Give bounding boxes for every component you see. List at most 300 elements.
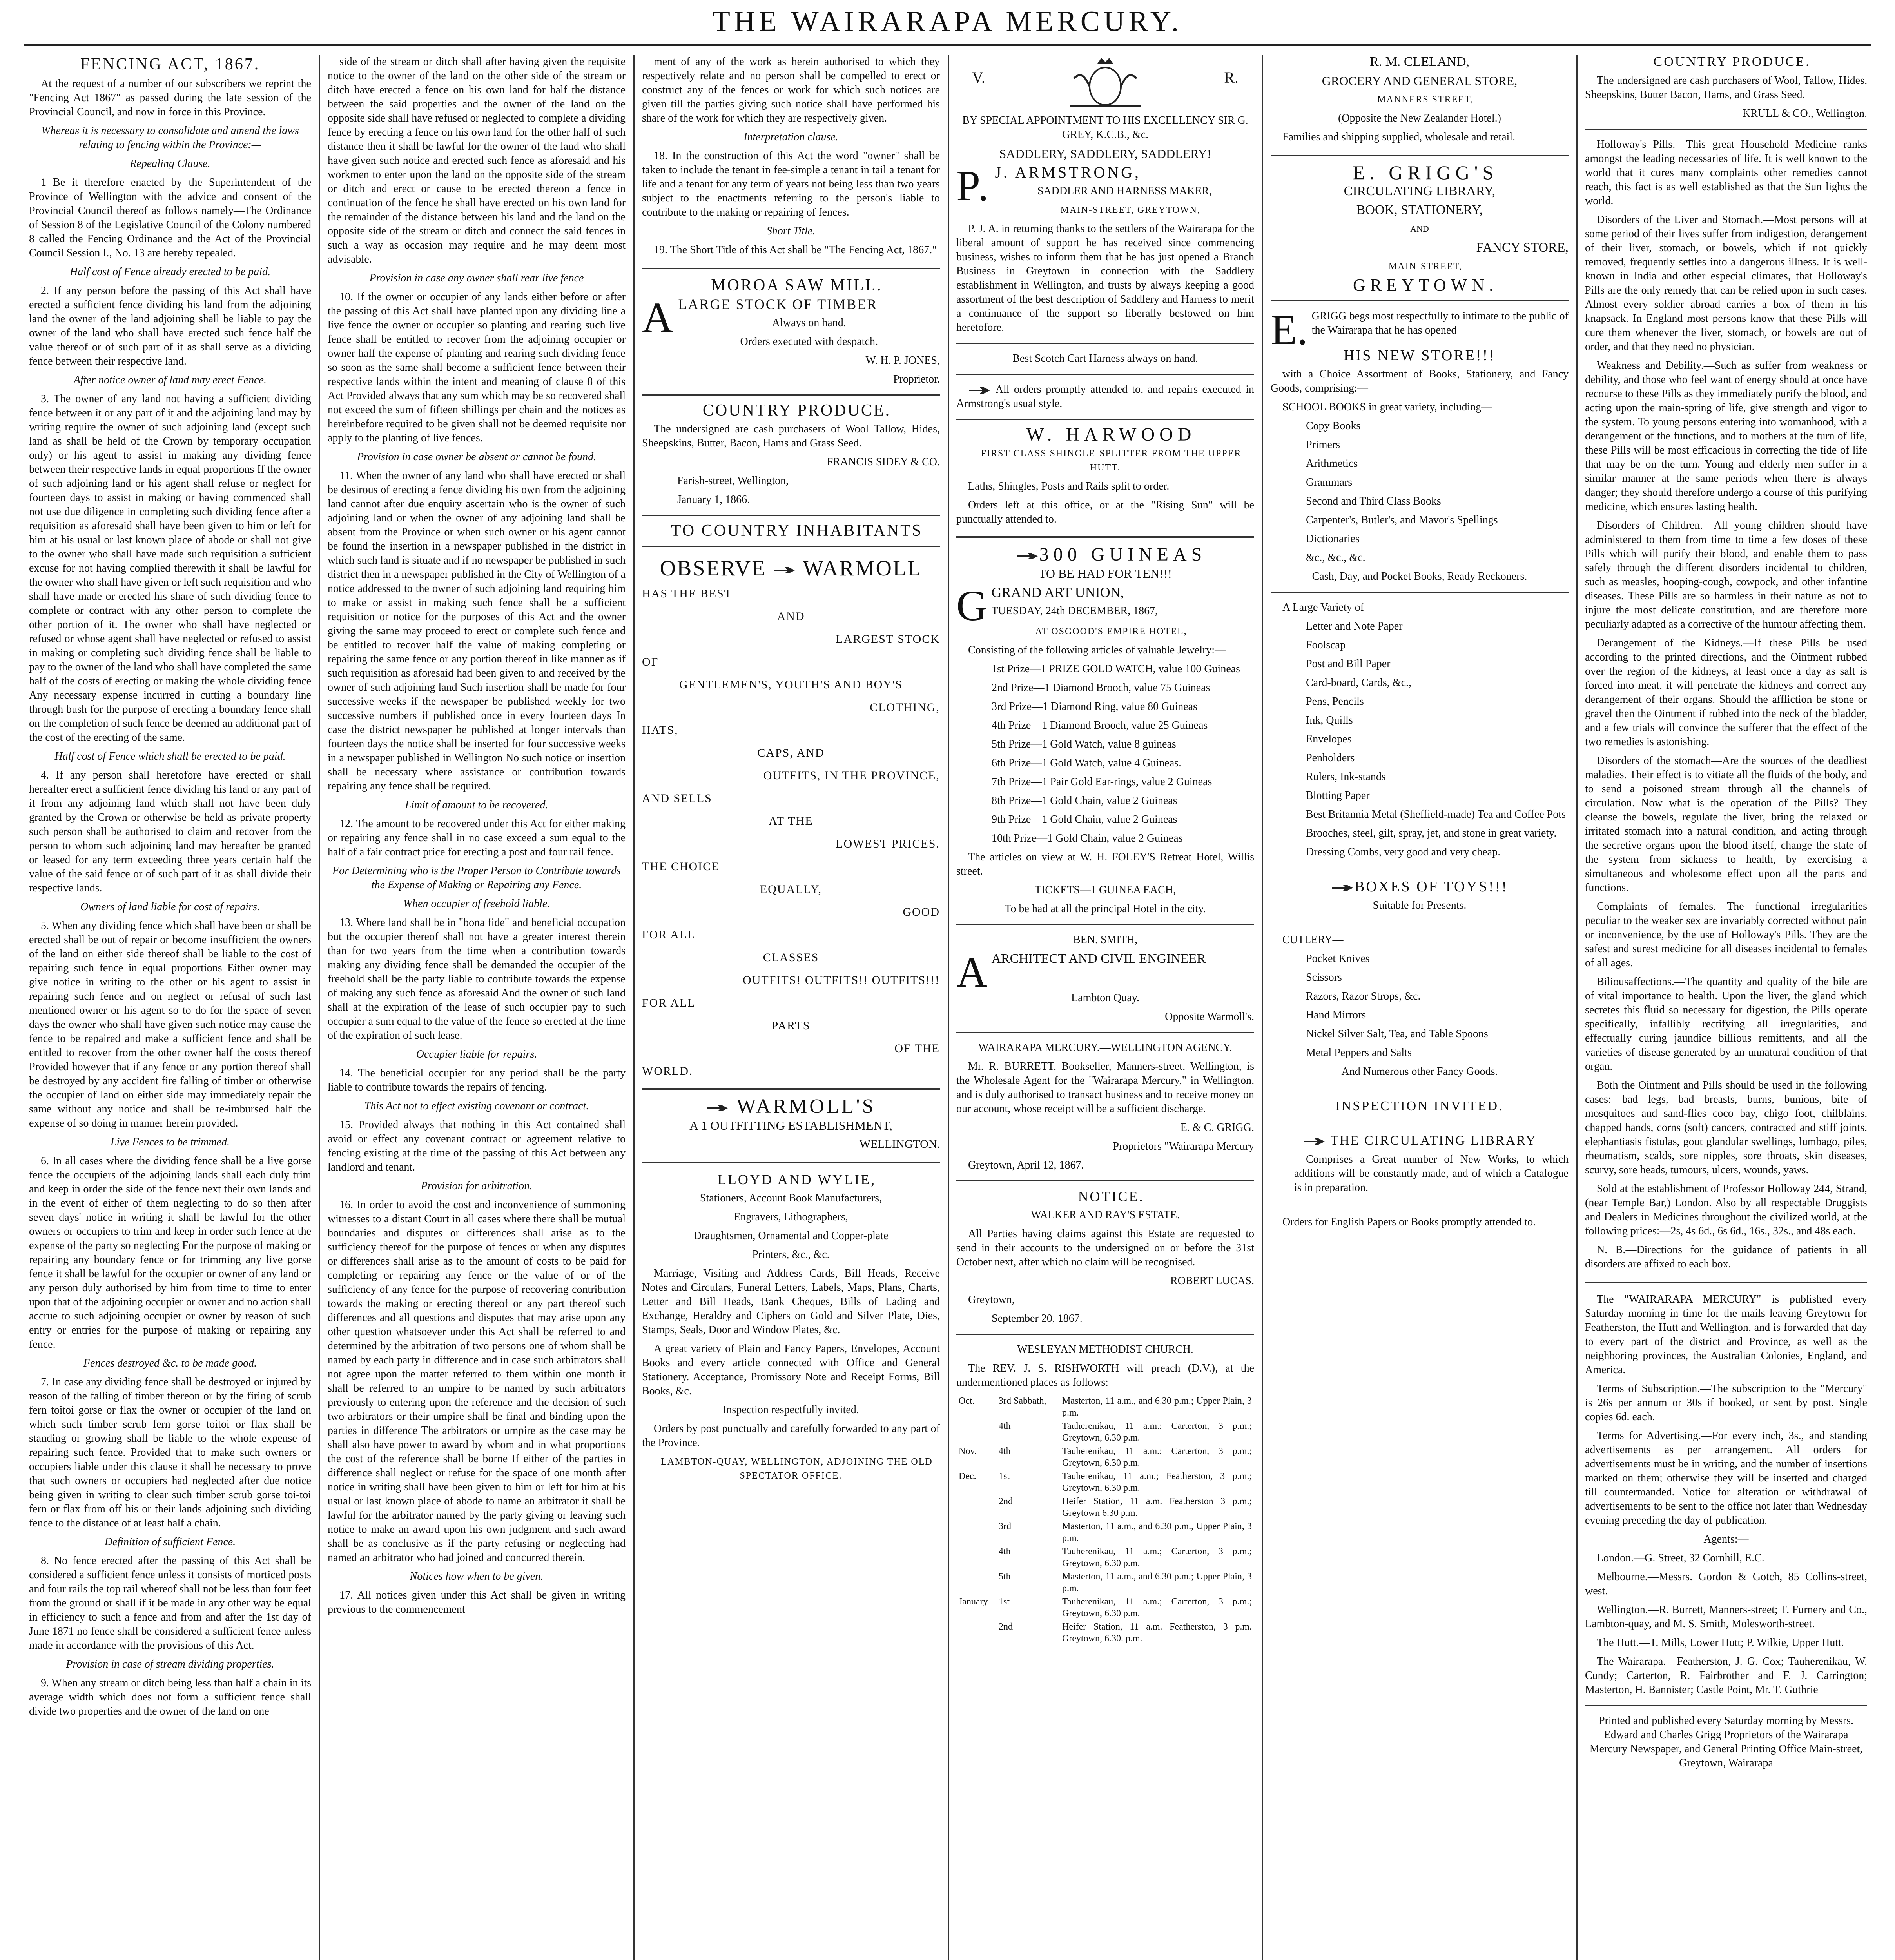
pointing-hand-icon bbox=[773, 566, 796, 575]
holloway-paragraph: Disorders of the stomach—Are the sources of the deadliest maladies. Their effect is to vitiate all the fluids of the body, and to send a poisoned stream through all the channels of circulation. Now what is the operation of the Pills? They cleanse the bowels, regulate the liver, bring the relaxed or irritated stomach into a natural condition, and acting through the secretive organs upon the blood itself, change the state of the system from sickness to health, by exercising a simultaneous and wholesome effect upon all the parts and functions. bbox=[1585, 755, 1867, 894]
act-paragraph: 8. No fence erected after the passing of this Act shall be considered a sufficient fence unless it consists of morticed posts and four rails the top rail whereof shall not be less than four feet from the ground or shall if it be made in any other way be equal in efficiency to such a fence and from and after the 1st day of June 1871 no fence shall be considered a sufficient fence unless made in accordance with the provisions of this Act. bbox=[29, 1555, 311, 1651]
prize-item: 3rd Prize—1 Diamond Ring, value 80 Guineas bbox=[992, 701, 1197, 713]
special-appointment: BY SPECIAL APPOINTMENT TO HIS EXCELLENCY SIR G. GREY, K.C.B., &c. bbox=[962, 114, 1248, 141]
warmoll-line: CLOTHING, bbox=[870, 701, 940, 714]
divider bbox=[956, 1032, 1254, 1033]
column-rule bbox=[948, 55, 949, 1960]
stationery-item: Foolscap bbox=[1306, 639, 1346, 651]
art-union-had: To be had at all the principal Hotel in the city. bbox=[1005, 903, 1206, 915]
circulating-library-body: Comprises a Great number of New Works, to which additions will be constantly made, and of which a Catalogue is in preparation. bbox=[1294, 1153, 1569, 1194]
schedule-row bbox=[956, 1545, 1254, 1570]
act-paragraph: 10. If the owner or occupier of any lands either before or after the passing of this Act shall have planted upon any dividing line a live fence the owner or occupier so planting and rearing such live fence shall be entitled to recover from the adjoining occupier or owner half the expense of planting and rearing such dividing fence so soon as the same shall become a sufficient fence between their respective lands within the intent and meaning of clause 8 of this Act Provided always that any sum which may be so recovered shall not exceed the sum of fifteen shillings per chain and the notices as hereinbefore required to be given shall not be deemed requisite nor apply to the planting of live fences. bbox=[328, 291, 626, 444]
smith-heading: BEN. SMITH, bbox=[1073, 934, 1138, 946]
prize-item: 10th Prize—1 Gold Chain, value 2 Guineas bbox=[992, 832, 1183, 844]
holloway-paragraph: Biliousaffections.—The quantity and quality of the bile are of vital importance to health. Upon the liver, the gland which secretes this fluid so necessary for digestion, the Pills operate specifically, infallibly rectifying all irregularities, and effectually curing jaundice billious remittents, and all the varieties of disease generated by an unnatural condition of that organ. bbox=[1585, 976, 1867, 1073]
stationery-item: Post and Bill Paper bbox=[1306, 658, 1391, 670]
warmoll-line: OF bbox=[642, 655, 659, 668]
act-paragraph: 6. In all cases where the dividing fence shall be a live gorse fence the occupiers of the adjoining lands shall each duly trim and keep in order the side of the fence next their own lands and in the event of either of them neglecting to do so then after seven days' notice in writing it shall be lawful for the other owners or occupiers to trim and keep in order such fence at the expense of the party so neglecting For the purpose of making or repairing any boundary fence or for trimming any live gorse fence it shall be lawful for the occupier or owner of any land or any person duly authorised by him from time to time to enter upon that of the adjoining occupier or owner and no action shall accrue to such adjoining occupier or owner by reason of such entry or entries for the purpose of making or repairing any fence. bbox=[29, 1155, 311, 1350]
act-paragraph: When occupier of freehold liable. bbox=[403, 898, 550, 910]
act-paragraph: 4. If any person shall heretofore have erected or shall hereafter erect a sufficient fence dividing his land or any part of it from any adjoining land which shall not have been duly granted by the Crown or otherwise be held as private property such person shall be authorised to claim and recover from the person to whom such adjoining land may hereafter be granted or leased for any term exceeding three years certain half the value of the said fence or of such part of it as shall divide their respective lands. bbox=[29, 769, 311, 894]
act-paragraph: 17. All notices given under this Act shall be given in writing previous to the commencement bbox=[328, 1589, 626, 1615]
warmoll-line: PARTS bbox=[771, 1019, 811, 1032]
act-paragraph: 11. When the owner of any land who shall have erected or shall be desirous of erecting a fence dividing his own from the adjoining land cannot after due enquiry ascertain who is the owner of such adjoining land or when the owner of any adjoining land shall be absent from the Province or when such owner or his agent cannot be found the insertion in a newspaper published in the district in which such land is situate and if no newspaper be published in such district then in a newspaper published in the City of Wellington of a notice addressed to the owner of such adjoining land requiring him to make or assist in making such fence shall be a sufficient requisition or notice for the purposes of this Act and the owner giving the same may proceed to erect or complete such fence and be entitled to recover half the value of making completing or repairing the same fence or any portion thereof in like manner as if such requisition as aforesaid had been given to and received by the owner of such adjoining land Such insertion shall be made for four successive weeks if the newspaper be published weekly for two successive numbers if published once in every fourteen days In case the district newspaper be published at longer intervals than fourteen days the notice shall be inserted for four successive weeks in a newspaper published in Wellington No such notice or insertion shall be necessary where assistance or contribution towards repairing any fence shall be required. bbox=[328, 470, 626, 792]
warmoll-line: GENTLEMEN'S, YOUTH'S AND BOY'S bbox=[679, 678, 903, 691]
schedule-row bbox=[956, 1520, 1254, 1545]
fencing-act-heading: FENCING ACT, 1867. bbox=[80, 55, 260, 73]
schedule-sabbath: 4th bbox=[999, 1421, 1011, 1431]
grigg-town: GREYTOWN. bbox=[1353, 276, 1498, 295]
wesleyan-heading: WESLEYAN METHODIST CHURCH. bbox=[1017, 1343, 1193, 1356]
masthead: THE WAIRARAPA MERCURY. bbox=[712, 5, 1183, 38]
schedule-month: Nov. bbox=[959, 1446, 977, 1456]
agent-item: The Wairarapa.—Featherston, J. G. Cox; Tauherenikau, W. Cundy; Carterton, R. Fairbrother and F. J. Carrington; Masterton, H. Bannister; Castle Point, Mr. T. Guthrie bbox=[1585, 1655, 1867, 1696]
lloyd-wylie-line: Draughtsmen, Ornamental and Copper-plate bbox=[693, 1230, 889, 1242]
grigg-line: CIRCULATING LIBRARY, bbox=[1344, 184, 1496, 198]
grigg-heading: E. GRIGG'S bbox=[1353, 162, 1498, 183]
country-produce-signature: FRANCIS SIDEY & CO. bbox=[827, 456, 940, 468]
prize-item: 5th Prize—1 Gold Watch, value 8 guineas bbox=[992, 738, 1176, 750]
act-paragraph: Half cost of Fence already erected to be paid. bbox=[70, 266, 270, 278]
prize-list bbox=[956, 662, 1254, 846]
toys-heading: BOXES OF TOYS!!! bbox=[1271, 880, 1569, 894]
pointing-hand-icon bbox=[706, 1103, 729, 1113]
schedule-sabbath: 3rd Sabbath, bbox=[999, 1396, 1046, 1406]
masthead-rule bbox=[24, 44, 1871, 46]
warmoll-location: WELLINGTON. bbox=[859, 1138, 940, 1151]
book-item: Dictionaries bbox=[1306, 533, 1360, 545]
cutlery-item: Nickel Silver Salt, Tea, and Table Spoons bbox=[1306, 1028, 1488, 1040]
divider bbox=[642, 267, 940, 269]
lloyd-wylie-body: A great variety of Plain and Fancy Papers, Envelopes, Account Books and every article connected with Office and General Stationery. Acceptance, Promissory Note and Receipt Forms, Bill Books, &c. bbox=[642, 1343, 940, 1397]
grigg-assortment: with a Choice Assortment of Books, Stationery, and Fancy Goods, comprising:— bbox=[1271, 368, 1569, 394]
warmoll-line: LOWEST PRICES. bbox=[836, 837, 940, 850]
column-ads-6 bbox=[1585, 55, 1867, 1960]
imprint: Printed and published every Saturday morning by Messrs. Edward and Charles Grigg Proprietors of the Wairarapa Mercury Newspaper, and General Printing Office Main-street, Greytown, Wairarapa bbox=[1589, 1715, 1863, 1769]
warmoll-line: LARGEST STOCK bbox=[836, 633, 940, 646]
art-union-date: TUESDAY, 24th DECEMBER, 1867, bbox=[991, 605, 1158, 617]
schedule-places: Tauherenikau, 11 a.m.; Featherston, 3 p.m.; Greytown, 6.30 p.m. bbox=[1062, 1471, 1252, 1493]
book-item: Primers bbox=[1306, 439, 1340, 451]
stationery-item: Rulers, Ink-stands bbox=[1306, 771, 1386, 783]
cutlery-item: Hand Mirrors bbox=[1306, 1009, 1366, 1021]
prize-item: 1st Prize—1 PRIZE GOLD WATCH, value 100 Guineas bbox=[992, 663, 1240, 675]
saddlery-heading: SADDLERY, SADDLERY, SADDLERY! bbox=[999, 147, 1211, 161]
mercury-terms-paragraph: Terms of Subscription.—The subscription to the "Mercury" is 26s per annum or 30s if booked, or sent by post. Single copies 6d. each. bbox=[1585, 1383, 1867, 1423]
cutlery-item: Razors, Razor Strops, &c. bbox=[1306, 990, 1421, 1002]
outfitting-establishment: A 1 OUTFITTING ESTABLISHMENT, bbox=[689, 1118, 892, 1132]
act-paragraph: 1 Be it therefore enacted by the Superintendent of the Province of Wellington with the advice and consent of the Provincial Council thereof as follows namely—The Ordinance of Session 8 of the Legislative Council of the Colony numbered 8 called the Fencing Ordinance and the Act of the Provincial Council Session I., No. 13 are hereby repealed. bbox=[29, 176, 311, 259]
act-paragraph: At the request of a number of our subscribers we reprint the "Fencing Act 1867" as passed during the late session of the Provincial Council, and now in force in this Province. bbox=[29, 78, 311, 118]
moroa-line: Orders executed with despatch. bbox=[740, 336, 878, 348]
agent-item: London.—G. Street, 32 Cornhill, E.C. bbox=[1597, 1552, 1764, 1564]
warmoll-advert bbox=[642, 587, 940, 1078]
notice-subheading: WALKER AND RAY'S ESTATE. bbox=[1031, 1209, 1180, 1221]
holloways-pills-advert bbox=[1585, 138, 1867, 1271]
holloway-paragraph: Holloway's Pills.—This great Household Medicine ranks amongst the leading necessaries of life. It is well known to the world that it cures many complaints other remedies cannot reach, this fact is as well established as that the Sun lights the world. bbox=[1585, 138, 1867, 207]
country-produce-date: January 1, 1866. bbox=[677, 494, 750, 506]
warmoll-line: GOOD bbox=[903, 906, 940, 918]
agent-item: Melbourne.—Messrs. Gordon & Gotch, 85 Collins-street, west. bbox=[1585, 1571, 1867, 1597]
schedule-sabbath: 1st bbox=[999, 1597, 1010, 1607]
column-fencing-act-2 bbox=[328, 55, 626, 1960]
agency-date: Greytown, April 12, 1867. bbox=[968, 1159, 1084, 1171]
act-paragraph: 9. When any stream or ditch being less than half a chain in its average width which does not form a sufficient fence shall divide two properties and the owner of the land on one bbox=[29, 1677, 311, 1717]
holloway-paragraph: Derangement of the Kidneys.—If these Pills be used according to the printed directions, and the Ointment rubbed over the region of the kidneys, at least once a day as salt is forced into meat, it will penetrate the kidneys and correct any derangement of their organs. Should the affliction be stone or gravel then the Ointment if rubbed into the neck of the bladder, and a few trials will convince the sufferer that the effect of the two remedies is astonishing. bbox=[1585, 637, 1867, 748]
divider bbox=[956, 536, 1254, 538]
schedule-places: Heifer Station, 11 a.m. Featherston 3 p.m.; Greytown 6.30 p.m. bbox=[1062, 1496, 1252, 1518]
act-paragraph: 12. The amount to be recovered under this Act for either making or repairing any fence shall in no case exceed a sum equal to the half of a fair contract price for erecting a post and four rail fence. bbox=[328, 818, 626, 858]
smith-opposite: Opposite Warmoll's. bbox=[1165, 1011, 1254, 1023]
schedule-month bbox=[956, 1520, 996, 1545]
agent-item: The Hutt.—T. Mills, Lower Hutt; P. Wilkie, Upper Hutt. bbox=[1597, 1637, 1844, 1649]
cleland-address: MANNERS STREET, bbox=[1377, 94, 1474, 105]
column-ads-5 bbox=[1271, 55, 1569, 1960]
act-paragraph: This Act not to effect existing covenant or contract. bbox=[364, 1100, 589, 1112]
holloway-paragraph: Disorders of the Liver and Stomach.—Most persons will at some period of their lives suffer from indigestion, derangement of their liver, stomach, or bowels, which if not quickly removed, frequently settles into a dangerous illness. It is well-known in India and other especial climates, that Holloway's Pills are the only remedy that can be relied upon in such cases. Almost every soldier abroad carries a box of them in his knapsack. In England most persons know that these Pills will cure them whenever the liver, stomach, or bowels are out of order, and that they need no physician. bbox=[1585, 214, 1867, 353]
warmolls-heading: WARMOLL'S bbox=[642, 1100, 940, 1114]
schedule-month bbox=[956, 1545, 996, 1570]
observe-warmoll: OBSERVE WARMOLL bbox=[660, 556, 922, 581]
divider bbox=[642, 546, 940, 547]
divider bbox=[642, 515, 940, 516]
warmoll-line: HATS, bbox=[642, 724, 678, 737]
act-paragraph: Owners of land liable for cost of repairs. bbox=[80, 901, 260, 913]
act-paragraph: Half cost of Fence which shall be erected to be paid. bbox=[54, 750, 286, 762]
grigg-line: AND bbox=[1410, 224, 1429, 234]
moroa-line: Always on hand. bbox=[772, 317, 846, 329]
divider bbox=[956, 1334, 1254, 1335]
stationery-item: Blotting Paper bbox=[1306, 789, 1370, 802]
column-ads-3 bbox=[642, 55, 940, 1960]
mercury-terms bbox=[1585, 1292, 1867, 1528]
agents-list bbox=[1585, 1551, 1867, 1697]
act-paragraph: 18. In the construction of this Act the word "owner" shall be taken to include the tenant in fee-simple a tenant in tail a tenant for life and a tenant for any term of years not being less than two years subject to the enactments referring to the person's liable to contribute to the making or repairing of fences. bbox=[642, 150, 940, 218]
divider bbox=[642, 1088, 940, 1090]
country-produce-address: Farish-street, Wellington, bbox=[677, 475, 789, 487]
agency-body: Mr. R. BURRETT, Bookseller, Manners-street, Wellington, is the Wholesale Agent for the "Wairarapa Mercury," in Wellington, and is duly authorised to transact business and to receive money on our account, whose receipt will be a sufficient discharge. bbox=[956, 1060, 1254, 1115]
notice-heading: NOTICE. bbox=[1078, 1189, 1144, 1204]
book-item: Carpenter's, Butler's, and Mavor's Spellings bbox=[1306, 514, 1498, 526]
prize-item: 9th Prize—1 Gold Chain, value 2 Guineas bbox=[992, 813, 1177, 826]
warmoll-line: OF THE bbox=[894, 1042, 940, 1055]
grigg-new-store: HIS NEW STORE!!! bbox=[1344, 347, 1496, 364]
art-union-heading: GGRAND ART UNION, bbox=[956, 582, 1124, 630]
circulating-library-heading: THE CIRCULATING LIBRARY bbox=[1271, 1134, 1569, 1148]
notice-body: All Parties having claims against this Estate are requested to send in their accounts to the undersigned on or before the 31st October next, after which no claim will be recognised. bbox=[956, 1228, 1254, 1268]
notice-signature: ROBERT LUCAS. bbox=[1170, 1275, 1254, 1287]
schedule-row bbox=[956, 1620, 1254, 1645]
inspection-invited: INSPECTION INVITED. bbox=[1335, 1099, 1504, 1113]
act-paragraph: Provision in case of stream dividing properties. bbox=[66, 1658, 274, 1670]
act-paragraph: 7. In case any dividing fence shall be destroyed or injured by reason of the falling of timber thereon or by the firing of scrub fern toitoi gorse or flax the owner or occupier of the land on which such timber scrub fern gorse toitoi or flax shall be standing or growing shall be liable to the whole expense of repairing such fence. Provided that to make such owners or occupiers liable under this clause it shall be necessary to prove that such owners or occupiers had neglected after due notice being given in writing to clear such timber scrub gorse toi-toi fern or flax from off his or their lands adjoining such dividing fence to the distance of at least half a chain. bbox=[29, 1376, 311, 1529]
warmoll-line: HAS THE BEST bbox=[642, 587, 733, 600]
divider bbox=[1271, 592, 1569, 593]
armstrong-address: MAIN-STREET, GREYTOWN, bbox=[1060, 205, 1200, 215]
holloway-paragraph: N. B.—Directions for the guidance of patients in all disorders are affixed to each box. bbox=[1585, 1244, 1867, 1270]
english-papers-orders: Orders for English Papers or Books promptly attended to. bbox=[1282, 1216, 1536, 1228]
stationery-item: Best Britannia Metal (Sheffield-made) Tea and Coffee Pots bbox=[1306, 808, 1566, 820]
mercury-terms-paragraph: The "WAIRARAPA MERCURY" is published every Saturday morning in time for the mails leaving Greytown for Featherston, the Hutt and Wellington, and is forwarded that day to every part of the district and Province, as well as the neighboring provinces, the Australian Colonies, England, and America. bbox=[1585, 1293, 1867, 1376]
country-produce-heading: COUNTRY PRODUCE. bbox=[702, 401, 891, 419]
stationery-item: Brooches, steel, gilt, spray, jet, and stone in great variety. bbox=[1306, 827, 1557, 839]
schedule-places: Tauherenikau, 11 a.m.; Carterton, 3 p.m.; Greytown, 6.30 p.m. bbox=[1062, 1421, 1252, 1443]
stationery-list bbox=[1271, 619, 1569, 859]
warmoll-line: FOR ALL bbox=[642, 996, 696, 1009]
lloyd-wylie-line: Stationers, Account Book Manufacturers, bbox=[700, 1192, 882, 1204]
lloyd-wylie-line: Printers, &c., &c. bbox=[752, 1249, 830, 1261]
fencing-act-text-end bbox=[642, 55, 940, 257]
act-paragraph: Short Title. bbox=[766, 225, 816, 237]
schedule-places: Tauherenikau, 11 a.m.; Carterton, 3 p.m.; Greytown, 6.30 p.m. bbox=[1062, 1546, 1252, 1568]
act-paragraph: 2. If any person before the passing of this Act shall have erected a sufficient fence dividing his land from the adjoining land the owner of the land adjoining shall be liable to pay the owner of the land who shall have erected such fence half the value thereof or of such part of it as shall serve as a dividing fence between their respective land. bbox=[29, 285, 311, 367]
cutlery-item: Scissors bbox=[1306, 971, 1342, 984]
column-fencing-act-1 bbox=[29, 55, 311, 1960]
pointing-hand-icon bbox=[968, 386, 992, 395]
divider bbox=[642, 1161, 940, 1163]
book-item: Arithmetics bbox=[1306, 457, 1358, 470]
column-rule bbox=[1576, 55, 1578, 1960]
schedule-places: Masterton, 11 a.m., and 6.30 p.m., Upper Plain, 3 p.m. bbox=[1062, 1521, 1252, 1543]
mercury-terms-paragraph: Terms for Advertising.—For every inch, 3s., and standing advertisements as per arrangement. All orders for advertisements must be in writing, and the number of insertions marked on them; otherwise they will be inserted and charged till countermanded. Notice for alteration or withdrawal of advertisements to be sent to the office not later than Wednesday evening preceding the day of publication. bbox=[1585, 1430, 1867, 1526]
grigg-school-books: SCHOOL BOOKS in great variety, including— bbox=[1282, 401, 1492, 413]
cutlery-heading: CUTLERY— bbox=[1282, 934, 1344, 946]
schedule-sabbath: 5th bbox=[999, 1572, 1011, 1582]
schedule-sabbath: 4th bbox=[999, 1446, 1011, 1456]
column-rule bbox=[1262, 55, 1263, 1960]
harwood-heading: W. HARWOOD bbox=[1026, 424, 1196, 445]
book-item: Grammars bbox=[1306, 476, 1353, 488]
grigg-cash-books: Cash, Day, and Pocket Books, Ready Reckoners. bbox=[1312, 570, 1527, 583]
schedule-row bbox=[956, 1470, 1254, 1495]
warmoll-line: EQUALLY, bbox=[760, 883, 822, 896]
stationery-item: Ink, Quills bbox=[1306, 714, 1353, 726]
column-ads-4 bbox=[956, 55, 1254, 1960]
grigg-intro: E. GRIGG begs most respectfully to intimate to the public of the Wairarapa that he has opened bbox=[1271, 306, 1569, 354]
guineas-subheading: TO BE HAD FOR TEN!!! bbox=[1038, 566, 1172, 581]
stationery-item: Envelopes bbox=[1306, 733, 1352, 745]
warmoll-line: FOR ALL bbox=[642, 928, 696, 941]
schedule-month: January bbox=[959, 1597, 988, 1607]
harwood-trade: FIRST-CLASS SHINGLE-SPLITTER FROM THE UPPER HUTT. bbox=[981, 448, 1242, 473]
act-paragraph: Interpretation clause. bbox=[743, 131, 838, 143]
schedule-month: Dec. bbox=[959, 1471, 976, 1481]
schedule-month bbox=[956, 1570, 996, 1595]
royal-cipher-r: R. bbox=[1224, 69, 1239, 86]
cleland-heading: R. M. CLELAND, bbox=[1369, 55, 1470, 69]
act-paragraph: ment of any of the work as herein authorised to which they respectively relate and no person shall be compelled to erect or construct any of the fences or work for which such notices are given till the parties giving such notice shall have performed his share of the work for which they are respectively given. bbox=[642, 56, 940, 124]
armstrong-trade: SADDLER AND HARNESS MAKER, bbox=[1037, 185, 1212, 197]
divider bbox=[956, 343, 1254, 344]
divider bbox=[1271, 300, 1569, 301]
act-paragraph: Definition of sufficient Fence. bbox=[104, 1536, 236, 1548]
lloyd-wylie-orders: Orders by post punctually and carefully forwarded to any part of the Province. bbox=[642, 1423, 940, 1449]
act-paragraph: Repealing Clause. bbox=[130, 158, 210, 170]
armstrong-scotch: Best Scotch Cart Harness always on hand. bbox=[1012, 352, 1198, 365]
country-produce-signature-2: KRULL & CO., Wellington. bbox=[1742, 107, 1867, 120]
schedule-sabbath: 2nd bbox=[999, 1496, 1013, 1506]
royal-cipher-v: V. bbox=[972, 69, 985, 86]
book-item: &c., &c., &c. bbox=[1306, 552, 1365, 564]
smith-address: Lambton Quay. bbox=[1071, 992, 1139, 1004]
cleland-opposite: (Opposite the New Zealander Hotel.) bbox=[1338, 112, 1501, 124]
moroa-body: ALARGE STOCK OF TIMBER bbox=[642, 294, 878, 341]
fencing-act-text bbox=[29, 77, 311, 1719]
divider bbox=[1585, 129, 1867, 130]
stationery-item: Card-board, Cards, &c., bbox=[1306, 677, 1412, 689]
act-paragraph: Provision in case any owner shall rear live fence bbox=[369, 272, 584, 284]
preaching-schedule bbox=[956, 1394, 1254, 1645]
schedule-sabbath: 2nd bbox=[999, 1622, 1013, 1632]
agents-heading: Agents:— bbox=[1703, 1533, 1749, 1545]
moroa-signature: W. H. P. JONES, bbox=[865, 354, 940, 367]
cutlery-item: Metal Peppers and Salts bbox=[1306, 1047, 1412, 1059]
act-paragraph: 19. The Short Title of this Act shall be "The Fencing Act, 1867." bbox=[654, 244, 937, 256]
harwood-line: Laths, Shingles, Posts and Rails split to order. bbox=[968, 480, 1170, 492]
stationery-item: Letter and Note Paper bbox=[1306, 620, 1403, 632]
act-paragraph: 14. The beneficial occupier for any period shall be the party liable to contribute towards the repairs of fencing. bbox=[328, 1067, 626, 1093]
act-paragraph: 3. The owner of any land not having a sufficient dividing fence between it or any part of it and the adjoining land may by writing require the owner of such adjoining land (except such land as shall be held of the Crown by temporary occupation only) or his agent to assist in making any dividing fence between their respective lands in equal proportions If the owner of such adjoining land or his agent shall refuse or neglect for fourteen days to assist in making or having commenced shall not use due diligence in completing such dividing fence after a requisition as aforesaid shall have been given to him or left for him at his usual or last known place of abode or shall not give to the owner who shall have made such requisition a sufficient excuse for not having complied therewith it shall be lawful for the owner who shall have given or left such requisition and who shall have made or erected his share of such dividing fence to complete or contract with any other person to complete the other portion of it. The owner who shall have neglected or refused or whose agent shall have neglected or refused to assist in making or completing such dividing fence shall be liable to pay to the owner of the land who shall have completed the same half of the costs of erecting or making the whole dividing fence Any necessary expense incurred in cutting a boundary line through bush for the purpose of erecting a boundary fence shall on the completion of such fence be deemed an additional part of the cost of the erecting of the same. bbox=[29, 393, 311, 744]
schedule-month bbox=[956, 1620, 996, 1645]
lloyd-wylie-address: LAMBTON-QUAY, WELLINGTON, ADJOINING THE OLD SPECTATOR OFFICE. bbox=[661, 1457, 933, 1481]
warmoll-line: WORLD. bbox=[642, 1065, 693, 1078]
book-item: Copy Books bbox=[1306, 420, 1361, 432]
armstrong-heading: P. J. ARMSTRONG, bbox=[956, 162, 1141, 210]
cleland-store: GROCERY AND GENERAL STORE, bbox=[1322, 74, 1518, 88]
act-paragraph: For Determining who is the Proper Person to Contribute towards the Expense of Making or Repairing any Fence. bbox=[332, 865, 621, 891]
divider bbox=[956, 924, 1254, 925]
schedule-sabbath: 4th bbox=[999, 1546, 1011, 1557]
schedule-month bbox=[956, 1419, 996, 1445]
act-paragraph: After notice owner of land may erect Fence. bbox=[74, 374, 267, 386]
stationery-item: Dressing Combs, very good and very cheap. bbox=[1306, 846, 1501, 858]
grigg-variety: A Large Variety of— bbox=[1282, 601, 1375, 613]
divider bbox=[956, 419, 1254, 420]
art-union-consisting: Consisting of the following articles of valuable Jewelry:— bbox=[968, 644, 1226, 656]
divider bbox=[956, 374, 1254, 375]
schedule-places: Heifer Station, 11 a.m. Featherston, 3 p.m. Greytown, 6.30. p.m. bbox=[1062, 1622, 1252, 1644]
prize-item: 8th Prize—1 Gold Chain, value 2 Guineas bbox=[992, 795, 1177, 807]
schedule-row bbox=[956, 1419, 1254, 1445]
schedule-row bbox=[956, 1445, 1254, 1470]
guineas-heading: 300 GUINEAS bbox=[956, 548, 1254, 562]
toys-presents: Suitable for Presents. bbox=[1373, 899, 1467, 911]
armstrong-orders: All orders promptly attended to, and repairs executed in Armstrong's usual style. bbox=[956, 383, 1254, 410]
notice-date: September 20, 1867. bbox=[992, 1312, 1083, 1325]
country-produce-heading-2: COUNTRY PRODUCE. bbox=[1653, 55, 1811, 69]
grigg-line: FANCY STORE, bbox=[1476, 240, 1569, 255]
country-produce-body: The undersigned are cash purchasers of Wool Tallow, Hides, Sheepskins, Butter, Bacon, Hams and Grass Seed. bbox=[642, 423, 940, 449]
moroa-heading: MOROA SAW MILL. bbox=[711, 276, 883, 294]
fancy-goods: And Numerous other Fancy Goods. bbox=[1341, 1065, 1498, 1078]
warmoll-line: CLASSES bbox=[763, 951, 819, 964]
schedule-places: Tauherenikau, 11 a.m.; Carterton, 3 p.m.; Greytown, 6.30 p.m. bbox=[1062, 1597, 1252, 1619]
warmoll-line: AND bbox=[777, 610, 805, 623]
column-rule bbox=[319, 55, 320, 1960]
act-paragraph: 5. When any dividing fence which shall have been or shall be erected shall be out of repair or become insufficient the owners of the land on either side thereof shall be liable to the cost of repairing such fence in equal proportions Either owner may give notice in writing to the other or his agent to assist in repairing such fence and on neglect or refusal of such last mentioned owner or his agent so to do for the space of seven days the owner who shall have given such notice may cause the fence to be repaired and make a sufficient fence and shall be entitled to recover from the other owner half the costs thereof Provided however that if any fence or any portion thereof shall be destroyed by any accident fire falling of timber or otherwise the occupier of land on either side may immediately repair the same without any notice and shall be re-imbursed half the expense of so doing in manner herein provided. bbox=[29, 920, 311, 1129]
act-paragraph: Fences destroyed &c. to be made good. bbox=[83, 1357, 257, 1369]
royal-crest-icon bbox=[1058, 55, 1152, 110]
lloyd-wylie-inspection: Inspection respectfully invited. bbox=[723, 1404, 859, 1416]
cutlery-list bbox=[1271, 952, 1569, 1060]
act-paragraph: Whereas it is necessary to consolidate and amend the laws relating to fencing within the Province:— bbox=[41, 125, 299, 151]
act-paragraph: side of the stream or ditch shall after having given the requisite notice to the owner of the land on the other side of the stream or ditch have erected a fence on his own land for half the distance between the said properties and the owner of the land on the opposite side shall have refused or neglected to complete a dividing fence by erecting a fence on his own land for the other half of such distance then it shall be lawful for the owner of the land who shall have given such notice and erected such fence as aforesaid and his workmen to enter upon the land on the opposite side of the stream or ditch and erect or cause to be erected thereon a fence in continuation of the fence he shall have erected on his own land for the remainder of the distance between his land and the land on the opposite side of the stream or ditch and connect the said fences in such a way as occasion may require and he may deem most advisable. bbox=[328, 56, 626, 265]
divider bbox=[1585, 1281, 1867, 1283]
schedule-places: Tauherenikau, 11 a.m.; Carterton, 3 p.m.; Greytown, 6.30 p.m. bbox=[1062, 1446, 1252, 1468]
holloway-paragraph: Disorders of Children.—All young children should have administered to them from time to time a few doses of these Pills which will purify their blood, and enable them to pass safely through the different disorders incidental to children, such as measles, hooping-cough, cowpock, and other infantine diseases. These Pills are so harmless in their nature as not to injure the most delicate constitution, and are therefore more peculiarly adapted as a corrective of the humour affecting them. bbox=[1585, 519, 1867, 630]
moroa-signature-title: Proprietor. bbox=[893, 373, 940, 385]
schedule-row bbox=[956, 1495, 1254, 1520]
agency-heading: WAIRARAPA MERCURY.—WELLINGTON AGENCY. bbox=[978, 1042, 1232, 1054]
schedule-month bbox=[956, 1495, 996, 1520]
lloyd-wylie-heading: LLOYD AND WYLIE, bbox=[717, 1172, 876, 1187]
agency-signature: E. & C. GRIGG. bbox=[1180, 1122, 1254, 1134]
act-paragraph: Live Fences to be trimmed. bbox=[110, 1136, 230, 1148]
warmoll-line: CAPS, AND bbox=[757, 746, 825, 759]
fencing-act-text-continued bbox=[328, 55, 626, 1617]
art-union-view: The articles on view at W. H. FOLEY'S Retreat Hotel, Willis street. bbox=[956, 851, 1254, 877]
act-paragraph: 13. Where land shall be in "bona fide" and beneficial occupation but the occupier thereof shall not have a greater interest therein than for two years from the time when a contribution towards making any dividing fence shall be demanded the occupier of the freehold shall be the party liable to contribute towards the expense of making any such fence as aforesaid And the owner of such land shall at the expiration of the lease of such occupier pay to such occupier a sum equal to the value of the fence so erected at the time of the expiration of such lease. bbox=[328, 916, 626, 1042]
grigg-line: BOOK, STATIONERY, bbox=[1356, 203, 1483, 217]
wesleyan-body: The REV. J. S. RISHWORTH will preach (D.V.), at the undermentioned places as follows:— bbox=[956, 1362, 1254, 1388]
divider bbox=[642, 394, 940, 396]
act-paragraph: Provision for arbitration. bbox=[421, 1180, 533, 1192]
act-paragraph: Occupier liable for repairs. bbox=[416, 1048, 537, 1060]
pointing-hand-icon bbox=[1016, 552, 1039, 561]
schedule-sabbath: 1st bbox=[999, 1471, 1010, 1481]
holloway-paragraph: Sold at the establishment of Professor Holloway 244, Strand, (near Temple Bar,) London. Also by all respectable Druggists and Dealers in Medicines throughout the civilized world, at the following prices:—2s, 4s 6d., 6s 6d., 16s., 32s., and 48s each. bbox=[1585, 1183, 1867, 1237]
school-book-list bbox=[1271, 419, 1569, 565]
warmoll-line: AT THE bbox=[769, 815, 813, 828]
country-inhabitants-heading: TO COUNTRY INHABITANTS bbox=[671, 522, 923, 540]
schedule-places: Masterton, 11 a.m., and 6.30 p.m.; Upper Plain, 3 p.m. bbox=[1062, 1572, 1252, 1593]
agency-proprietors: Proprietors "Wairarapa Mercury bbox=[1113, 1140, 1254, 1152]
act-paragraph: Provision in case owner be absent or cannot be found. bbox=[357, 451, 597, 463]
holloway-paragraph: Both the Ointment and Pills should be used in the following cases:—bad legs, bad breasts, burns, bunions, bite of mosquitoes and sand-flies coco bay, chigo foot, chilblains, chapped hands, corns (soft) cancers, contracted and stiff joints, elephantiasis fistulas, gout glandular swellings, lumbago, piles, rheumatism, scalds, sore nipples, sore throats, skin diseases, scurvy, sore heads, tumours, ulcers, wounds, yaws. bbox=[1585, 1079, 1867, 1176]
pointing-hand-icon bbox=[1331, 883, 1355, 893]
warmoll-line: OUTFITS! OUTFITS!! OUTFITS!!! bbox=[743, 974, 940, 987]
act-paragraph: 15. Provided always that nothing in this Act contained shall avoid or effect any covenant contract or agreement relative to fencing existing at the time of the passing of this Act between any landlord and tenant. bbox=[328, 1119, 626, 1173]
book-item: Second and Third Class Books bbox=[1306, 495, 1441, 507]
act-paragraph: Limit of amount to be recovered. bbox=[405, 799, 548, 811]
schedule-sabbath: 3rd bbox=[999, 1521, 1011, 1532]
prize-item: 7th Prize—1 Pair Gold Ear-rings, value 2 Guineas bbox=[992, 776, 1212, 788]
schedule-row bbox=[956, 1570, 1254, 1595]
grigg-street: MAIN-STREET, bbox=[1388, 261, 1463, 272]
notice-place: Greytown, bbox=[968, 1294, 1015, 1306]
warmoll-line: OUTFITS, IN THE PROVINCE, bbox=[763, 769, 940, 782]
schedule-row bbox=[956, 1595, 1254, 1620]
divider bbox=[1271, 154, 1569, 156]
act-paragraph: Notices how when to be given. bbox=[410, 1570, 544, 1583]
holloway-paragraph: Weakness and Debility.—Such as suffer from weakness or debility, and those who feel want of energy should at once have recourse to these Pills as they immediately purify the blood, and acting upon the main-spring of life, give strength and vigor to the system. To young persons entering into womanhood, with a derangement of the functions, and to mothers at the turn of life, these Pills will be most efficacious in correcting the tide of life that may be on the turn. Young and elderly men suffer in a similar manner at the same periods when there is always danger; they should therefore undergo a course of this purifying medicine, which ensures lasting health. bbox=[1585, 359, 1867, 513]
art-union-tickets: TICKETS—1 GUINEA EACH, bbox=[1034, 884, 1176, 896]
act-paragraph: 16. In order to avoid the cost and inconvenience of summoning witnesses to a distant Court in all cases where there shall be mutual boundaries and disputes or differences shall arise as to the sufficiency thereof for the purpose of fences or when any disputes or differences shall arise as to the amount of costs to be paid for completing or repairing any fence or the value of or of the sufficiency of any fence for the purpose of recovering contribution towards the making or erecting thereof or any part thereof such differences and all questions and disputes that may arise upon any other question whatsoever under this Act shall be referred to and determined by the arbitration of two persons one of whom shall be named by each party in difference and in case such arbitrators shall not agree upon the matter referred to them within one month it shall be referred to an umpire to be named by such arbitrators previously to entering upon the reference and the decision of such two arbitrators or their umpire shall be final and binding upon the parties in difference The arbitrators or umpire as the case may be shall also have power to award by whom and in what proportions the cost of the reference shall be borne If either of the parties in difference shall neglect or refuse for the space of one month after notice in writing shall have been given to him or left for him at his usual or last known place of abode to name an arbitrator it shall be lawful for the arbitrator named by the party giving or leaving such notice to make an award upon his own judgment and such award shall be as conclusive as if the party refusing or neglecting had named an arbitrator who had joined and concurred therein. bbox=[328, 1199, 626, 1564]
divider bbox=[1585, 1705, 1867, 1706]
prize-item: 2nd Prize—1 Diamond Brooch, value 75 Guineas bbox=[992, 682, 1210, 694]
harwood-line: Orders left at this office, or at the "Rising Sun" will be punctually attended to. bbox=[956, 499, 1254, 525]
schedule-row bbox=[956, 1394, 1254, 1419]
stationery-item: Penholders bbox=[1306, 752, 1355, 764]
cutlery-item: Pocket Knives bbox=[1306, 953, 1370, 965]
schedule-month: Oct. bbox=[959, 1396, 975, 1406]
prize-item: 6th Prize—1 Gold Watch, value 4 Guineas. bbox=[992, 757, 1182, 769]
lloyd-wylie-line: Engravers, Lithographers, bbox=[734, 1211, 848, 1223]
cleland-body: Families and shipping supplied, wholesale and retail. bbox=[1282, 131, 1516, 143]
divider bbox=[956, 1180, 1254, 1181]
smith-trade: AARCHITECT AND CIVIL ENGINEER bbox=[956, 948, 1206, 996]
agent-item: Wellington.—R. Burrett, Manners-street; T. Furnery and Co., Lambton-quay, and M. S. Smith, Molesworth-street. bbox=[1585, 1604, 1867, 1630]
warmoll-line: AND SELLS bbox=[642, 792, 712, 805]
